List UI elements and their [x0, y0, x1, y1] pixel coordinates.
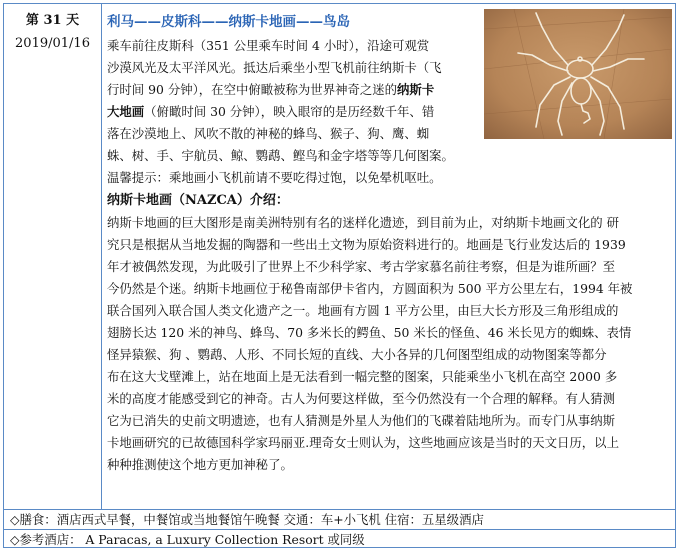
intro-paragraph [107, 35, 479, 145]
description-line: 究只是根据从当地发掘的陶器和一些出土文物为原始资料进行的。地画是飞行业发达后的 1939 [107, 237, 626, 252]
description-line: 联合国列入联合国人类文化遗产之一。地画有方圆 1 平方公里，由巨大长方形及三角形组成的 [107, 303, 619, 318]
day-content [107, 11, 673, 476]
description-line: 种种推测使这个地方更加神秘了。 [107, 457, 293, 472]
intro-line: 沙漠风光及太平洋风光。抵达后乘坐小型飞机前往纳斯卡（飞 [107, 60, 442, 75]
intro-line [107, 79, 479, 101]
intro-line: 蛛、树、手、宇航员、鲸、鹦鹉、鲣鸟和金字塔等等几何图案。 [107, 148, 454, 163]
section-title: 纳斯卡地画（NAZCA）介绍： [107, 193, 289, 208]
intro-line: 落在沙漠地上、风吹不散的神秘的蜂鸟、猴子、狗、鹰、蜘 [107, 126, 430, 141]
warm-tip: 温馨提示：乘地画小飞机前请不要吃得过饱，以免晕机呕吐。 [107, 170, 442, 185]
description-line: 卡地画研究的已故德国科学家玛丽亚.理奇女士则认为，这些地画应该是当时的天文日历，以上 [107, 435, 619, 450]
intro-text: 行时间 90 分钟），在空中俯瞰被称为世界神奇之迷的 [107, 82, 398, 97]
reference-hotel: ◇参考酒店： A Paracas, a Luxury Collection Resort 或同级 [10, 532, 365, 547]
description-line: 年才被偶然发现，为此吸引了世界上不少科学家、考古学家慕名前往考察，但是为谁所画？至 [107, 259, 616, 274]
description-line: 米的高度才能感受到它的神奇。古人为何要这样做，至今仍然没有一个合理的解释。有人猜测 [107, 391, 616, 406]
day-number: 第 31 天 [25, 13, 80, 28]
description-line: 今仍然是个迷。纳斯卡地画位于秘鲁南部伊卡省内，方圆面积为 500 平方公里左右，1994 年被 [107, 281, 633, 296]
route-title: 利马——皮斯科——纳斯卡地画——鸟岛 [107, 14, 350, 30]
day-cell [4, 4, 101, 53]
description-line: 纳斯卡地画的巨大图形是南美洲特别有名的迷样化遗迹，到目前为止，对纳斯卡地画文化的 研 [107, 215, 619, 230]
nazca-description [107, 212, 673, 476]
description-line: 翅膀长达 120 米的神鸟、蜂鸟、70 多米长的鳄鱼、50 米长的怪鱼、46 米长见方的蜘蛛、表情 [107, 325, 632, 340]
description-line: 怪异猿猴、狗 、鹦鹉、人形、不同长短的直线、大小各异的几何图型组成的动物图案等都分 [107, 347, 607, 362]
meals-transport-lodging: ◇膳食：酒店西式早餐，中餐馆或当地餐馆午晚餐 交通：车+小飞机 住宿：五星级酒店 [10, 512, 484, 527]
description-line: 它为已消失的史前文明遗迹，也有人猜测是外星人为他们的飞碟着陆地所为。而专门从事纳斯 [107, 413, 616, 428]
day-date: 2019/01/16 [15, 36, 90, 51]
intro-line [107, 101, 479, 123]
itinerary-table [3, 3, 676, 548]
description-line: 布在这大戈壁滩上，站在地面上是无法看到一幅完整的图案，只能乘坐小飞机在高空 2000 多 [107, 369, 618, 384]
highlight-nazca: 纳斯卡 [397, 82, 435, 97]
intro-line: 乘车前往皮斯科（351 公里乘车时间 4 小时），沿途可观赏 [107, 38, 430, 53]
intro-text: （俯瞰时间 30 分钟），映入眼帘的是历经数千年、错 [144, 104, 435, 119]
column-divider [101, 4, 102, 509]
highlight-geoglyph: 大地画 [107, 104, 145, 119]
